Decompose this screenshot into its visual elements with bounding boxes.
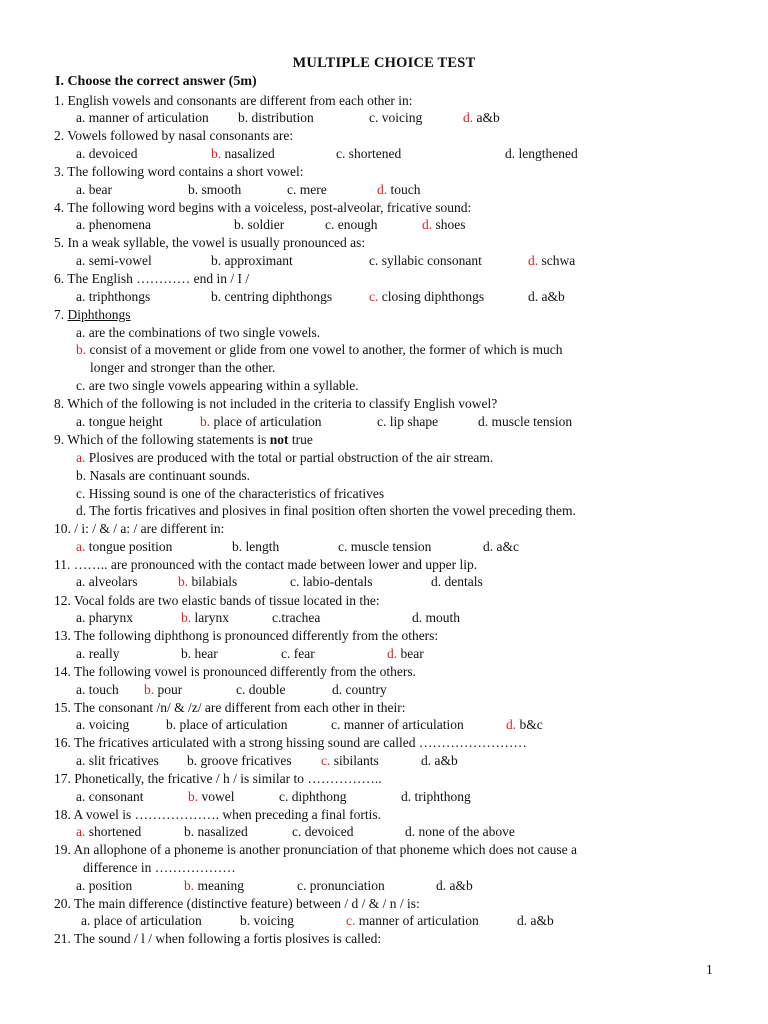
question-3: 3. The following word contains a short vowel: bbox=[54, 164, 304, 179]
q19-stem-continued: difference in ……………… bbox=[83, 860, 236, 875]
q2-option-d: d. lengthened bbox=[505, 146, 578, 161]
q6-option-d: d. a&b bbox=[528, 289, 565, 304]
q4-option-d bbox=[422, 216, 466, 233]
q13-option-c: c. fear bbox=[281, 646, 315, 661]
q19-option-b bbox=[184, 877, 244, 894]
q9-answer-letter: a. bbox=[76, 450, 86, 465]
q9-option-c: c. Hissing sound is one of the characteristics of fricatives bbox=[76, 486, 385, 501]
q8-answer-letter: b. bbox=[200, 414, 211, 429]
q7-answer-letter: b. bbox=[76, 342, 87, 357]
q10-option-c: c. muscle tension bbox=[338, 539, 432, 554]
section-heading: I. Choose the correct answer (5m) bbox=[55, 74, 257, 89]
q14-option-c: c. double bbox=[236, 682, 286, 697]
q17-option-b-text: vowel bbox=[201, 789, 235, 804]
q3-option-b: b. smooth bbox=[188, 182, 242, 197]
q16-option-a: a. slit fricatives bbox=[76, 753, 159, 768]
q11-option-b bbox=[178, 573, 237, 590]
q12-option-b-text: larynx bbox=[194, 610, 229, 625]
q7-number: 7. bbox=[54, 307, 68, 322]
q4-option-a: a. phenomena bbox=[76, 217, 151, 232]
q2-option-b bbox=[211, 145, 275, 162]
q1-option-b: b. distribution bbox=[238, 110, 314, 125]
q20-option-a: a. place of articulation bbox=[81, 913, 202, 928]
q8-option-a: a. tongue height bbox=[76, 414, 163, 429]
q9-option-a-text: Plosives are produced with the total or partial obstruction of the air stream. bbox=[88, 450, 494, 465]
q14-option-b bbox=[144, 681, 182, 698]
question-19: 19. An allophone of a phoneme is another pronunciation of that phoneme which does not cause a bbox=[54, 842, 577, 857]
q1-option-c: c. voicing bbox=[369, 110, 423, 125]
q7-stem: Diphthongs bbox=[67, 307, 131, 322]
question-12: 12. Vocal folds are two elastic bands of tissue located in the: bbox=[54, 593, 380, 608]
question-21: 21. The sound / l / when following a fortis plosives is called: bbox=[54, 931, 382, 946]
q19-option-a: a. position bbox=[76, 878, 133, 893]
q17-option-d: d. triphthong bbox=[401, 789, 471, 804]
q14-option-a: a. touch bbox=[76, 682, 119, 697]
q6-option-c bbox=[369, 288, 484, 305]
q13-answer-letter: d. bbox=[387, 646, 398, 661]
q17-option-a: a. consonant bbox=[76, 789, 144, 804]
q20-option-c-text: manner of articulation bbox=[358, 913, 479, 928]
question-7 bbox=[54, 306, 131, 323]
q12-option-b bbox=[181, 609, 229, 626]
q15-answer-letter: d. bbox=[506, 717, 517, 732]
question-20: 20. The main difference (distinctive feature) between / d / & / n / is: bbox=[54, 896, 420, 911]
q1-option-d bbox=[463, 109, 500, 126]
q3-option-d bbox=[377, 181, 421, 198]
q20-option-c bbox=[346, 912, 479, 929]
question-11: 11. …….. are pronounced with the contact made between lower and upper lip. bbox=[54, 557, 478, 572]
q4-option-d-text: shoes bbox=[435, 217, 466, 232]
question-16: 16. The fricatives articulated with a strong hissing sound are called …………………… bbox=[54, 735, 527, 750]
q18-option-a-text: shortened bbox=[88, 824, 142, 839]
q5-option-c: c. syllabic consonant bbox=[369, 253, 482, 268]
q17-option-b bbox=[188, 788, 235, 805]
q1-option-a: a. manner of articulation bbox=[76, 110, 209, 125]
q7-option-c: c. are two single vowels appearing within a syllable. bbox=[76, 378, 359, 393]
q8-option-d: d. muscle tension bbox=[478, 414, 573, 429]
q5-answer-letter: d. bbox=[528, 253, 539, 268]
q20-option-d: d. a&b bbox=[517, 913, 554, 928]
q5-option-b: b. approximant bbox=[211, 253, 293, 268]
question-15: 15. The consonant /n/ & /z/ are different from each other in their: bbox=[54, 700, 406, 715]
q16-option-b: b. groove fricatives bbox=[187, 753, 292, 768]
q7-option-b bbox=[76, 341, 696, 359]
q16-option-c bbox=[321, 752, 379, 769]
q11-option-d: d. dentals bbox=[431, 574, 483, 589]
q6-option-b: b. centring diphthongs bbox=[211, 289, 333, 304]
q7-option-b-text: consist of a movement or glide from one vowel to another, the former of which is much bbox=[89, 342, 563, 357]
q7-option-b-continued: longer and stronger than the other. bbox=[90, 360, 276, 375]
q18-option-b: b. nasalized bbox=[184, 824, 248, 839]
question-9 bbox=[54, 431, 313, 448]
q9-option-b: b. Nasals are continuant sounds. bbox=[76, 468, 250, 483]
q3-option-d-text: touch bbox=[390, 182, 421, 197]
q19-option-c: c. pronunciation bbox=[297, 878, 385, 893]
q18-option-a bbox=[76, 823, 141, 840]
q2-answer-letter: b. bbox=[211, 146, 222, 161]
q8-option-b-text: place of articulation bbox=[213, 414, 322, 429]
page-title: MULTIPLE CHOICE TEST bbox=[292, 55, 476, 71]
q20-answer-letter: c. bbox=[346, 913, 356, 928]
q5-option-d-text: schwa bbox=[541, 253, 576, 268]
q12-answer-letter: b. bbox=[181, 610, 192, 625]
q18-answer-letter: a. bbox=[76, 824, 86, 839]
q12-option-c: c.trachea bbox=[272, 610, 321, 625]
q15-option-b: b. place of articulation bbox=[166, 717, 288, 732]
q10-answer-letter: a. bbox=[76, 539, 86, 554]
q3-option-c: c. mere bbox=[287, 182, 327, 197]
q15-option-d-text: b&c bbox=[519, 717, 543, 732]
question-14: 14. The following vowel is pronounced differently from the others. bbox=[54, 664, 417, 679]
q13-option-d bbox=[387, 645, 424, 662]
q16-option-c-text: sibilants bbox=[333, 753, 379, 768]
q19-option-d: d. a&b bbox=[436, 878, 473, 893]
q1-answer-letter: d. bbox=[463, 110, 474, 125]
q17-option-c: c. diphthong bbox=[279, 789, 347, 804]
q2-option-a: a. devoiced bbox=[76, 146, 138, 161]
q6-option-c-text: closing diphthongs bbox=[381, 289, 485, 304]
q10-option-a bbox=[76, 538, 172, 555]
q13-option-d-text: bear bbox=[400, 646, 424, 661]
q9-option-d: d. The fortis fricatives and plosives in final position often shorten the vowel preceding them. bbox=[76, 503, 576, 518]
q10-option-a-text: tongue position bbox=[88, 539, 173, 554]
question-1: 1. English vowels and consonants are different from each other in: bbox=[54, 93, 413, 108]
q19-option-b-text: meaning bbox=[197, 878, 244, 893]
q12-option-d: d. mouth bbox=[412, 610, 461, 625]
q5-option-a: a. semi-vowel bbox=[76, 253, 152, 268]
question-5: 5. In a weak syllable, the vowel is usually pronounced as: bbox=[54, 235, 366, 250]
q13-option-a: a. really bbox=[76, 646, 120, 661]
question-4: 4. The following word begins with a voiceless, post-alveolar, fricative sound: bbox=[54, 200, 472, 215]
q19-answer-letter: b. bbox=[184, 878, 195, 893]
q2-option-c: c. shortened bbox=[336, 146, 402, 161]
q10-option-b: b. length bbox=[232, 539, 280, 554]
q9-stem-end: true bbox=[288, 432, 313, 447]
q18-option-d: d. none of the above bbox=[405, 824, 515, 839]
q2-option-b-text: nasalized bbox=[224, 146, 275, 161]
q11-answer-letter: b. bbox=[178, 574, 189, 589]
q3-answer-letter: d. bbox=[377, 182, 388, 197]
q7-option-a: a. are the combinations of two single vowels. bbox=[76, 325, 321, 340]
q11-option-c: c. labio-dentals bbox=[290, 574, 373, 589]
q20-option-b: b. voicing bbox=[240, 913, 294, 928]
q15-option-a: a. voicing bbox=[76, 717, 130, 732]
q4-option-c: c. enough bbox=[325, 217, 378, 232]
q6-answer-letter: c. bbox=[369, 289, 379, 304]
q6-option-a: a. triphthongs bbox=[76, 289, 151, 304]
q8-option-b bbox=[200, 413, 321, 430]
question-2: 2. Vowels followed by nasal consonants are: bbox=[54, 128, 294, 143]
q16-answer-letter: c. bbox=[321, 753, 331, 768]
q14-option-d: d. country bbox=[332, 682, 387, 697]
q9-stem-emphasis: not bbox=[269, 432, 289, 447]
q9-option-a bbox=[76, 449, 493, 466]
question-18: 18. A vowel is ………………. when preceding a final fortis. bbox=[54, 807, 381, 822]
q15-option-c: c. manner of articulation bbox=[331, 717, 464, 732]
q11-option-a: a. alveolars bbox=[76, 574, 138, 589]
q14-option-b-text: pour bbox=[157, 682, 183, 697]
q11-option-b-text: bilabials bbox=[191, 574, 238, 589]
q9-stem: 9. Which of the following statements is bbox=[54, 432, 270, 447]
q10-option-d: d. a&c bbox=[483, 539, 519, 554]
question-8: 8. Which of the following is not included in the criteria to classify English vowel? bbox=[54, 396, 498, 411]
question-10: 10. / i: / & / a: / are different in: bbox=[54, 521, 225, 536]
q3-option-a: a. bear bbox=[76, 182, 112, 197]
page-number: 1 bbox=[706, 962, 713, 977]
q18-option-c: c. devoiced bbox=[292, 824, 354, 839]
q4-option-b: b. soldier bbox=[234, 217, 285, 232]
q8-option-c: c. lip shape bbox=[377, 414, 439, 429]
q16-option-d: d. a&b bbox=[421, 753, 458, 768]
question-13: 13. The following diphthong is pronounced differently from the others: bbox=[54, 628, 439, 643]
q14-answer-letter: b. bbox=[144, 682, 155, 697]
q12-option-a: a. pharynx bbox=[76, 610, 133, 625]
q15-option-d bbox=[506, 716, 543, 733]
q1-option-d-text: a&b bbox=[476, 110, 500, 125]
question-6: 6. The English ………… end in / I / bbox=[54, 271, 250, 286]
q13-option-b: b. hear bbox=[181, 646, 218, 661]
q4-answer-letter: d. bbox=[422, 217, 433, 232]
question-17: 17. Phonetically, the fricative / h / is similar to …………….. bbox=[54, 771, 382, 786]
q17-answer-letter: b. bbox=[188, 789, 199, 804]
q5-option-d bbox=[528, 252, 575, 269]
